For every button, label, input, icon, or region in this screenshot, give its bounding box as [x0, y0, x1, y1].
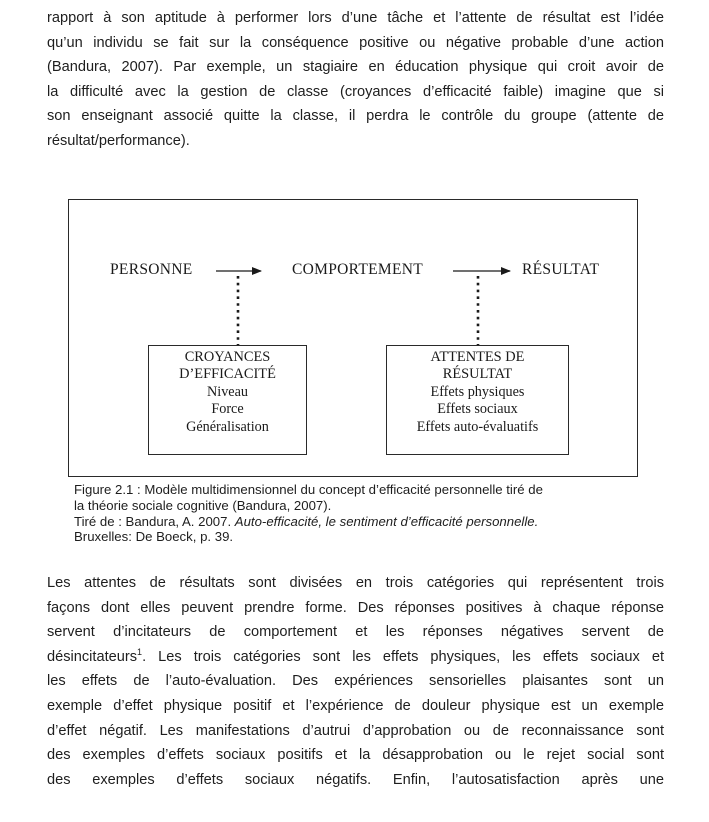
- text-line: [47, 645, 664, 670]
- text-line: la difficulté avec la gestion de classe (croyances d’efficacité faible) imagine que si: [47, 83, 664, 100]
- caption-source-line: [74, 514, 664, 530]
- caption-source-prefix: Tiré de : Bandura, A. 2007.: [74, 513, 235, 529]
- text-line: Les attentes de résultats sont divisées en trois catégories qui représentent trois: [47, 575, 664, 591]
- text-line: exemple d’effet physique positif et l’expérience de douleur physique est un exemple: [47, 697, 664, 714]
- text-line: son enseignant associé quitte la classe, il perdra le contrôle du groupe (attente de: [47, 108, 664, 125]
- text-fragment: . Les trois catégories sont les effets physiques, les effets sociaux et: [142, 648, 664, 665]
- box-croyances-efficacite: [148, 345, 307, 455]
- text-line: les effets de l’auto-évaluation. Des expériences sensorielles plaisantes sont un: [47, 673, 664, 690]
- text-line: servent d’incitateurs de comportement et les réponses négatives servent de: [47, 624, 664, 641]
- caption-line: la théorie sociale cognitive (Bandura, 2007).: [74, 497, 332, 513]
- text-line: des exemples d’effets sociaux positifs et la désapprobation ou le rejet social sont: [47, 747, 664, 764]
- figure-caption: [74, 482, 664, 545]
- text-line: des exemples d’effets sociaux négatifs. Enfin, l’autosatisfaction après une: [47, 771, 664, 788]
- box-title-line: RÉSULTAT: [442, 366, 513, 383]
- text-line: qu’un individu se fait sur la conséquence positive ou négative probable d’une action: [47, 34, 664, 51]
- caption-book-title: Auto-efficacité, le sentiment d’efficacité personnelle.: [234, 513, 539, 529]
- node-personne: PERSONNE: [110, 261, 193, 278]
- box-item: Effets physiques: [430, 383, 525, 400]
- box-item: Effets sociaux: [437, 401, 518, 418]
- caption-line: Bruxelles: De Boeck, p. 39.: [74, 529, 234, 545]
- paragraph-attentes: [47, 571, 664, 792]
- box-title-line: CROYANCES: [184, 349, 271, 365]
- box-title-line: D’EFFICACITÉ: [179, 366, 276, 383]
- text-line: façons dont elles peuvent prendre forme. Des réponses positives à chaque réponse: [47, 599, 664, 616]
- node-resultat: RÉSULTAT: [522, 261, 600, 278]
- box-attentes-resultat: [386, 345, 569, 455]
- text-line: résultat/performance).: [47, 132, 190, 149]
- caption-line: Figure 2.1 : Modèle multidimensionnel du concept d’efficacité personnelle tiré de: [74, 482, 543, 497]
- text-line: d’effet négatif. Les manifestations d’autrui d’approbation ou de reconnaissance sont: [47, 722, 664, 739]
- box-item: Effets auto-évaluatifs: [416, 418, 539, 435]
- footnote-marker[interactable]: 1: [137, 646, 143, 657]
- paragraph-intro: [47, 6, 664, 154]
- text-fragment: désincitateurs: [47, 648, 138, 665]
- box-item: Généralisation: [186, 418, 269, 435]
- node-comportement: COMPORTEMENT: [292, 261, 423, 278]
- figure-diagram: [68, 199, 638, 477]
- box-item: Niveau: [207, 383, 248, 400]
- box-title-line: ATTENTES DE: [430, 349, 525, 365]
- text-line: rapport à son aptitude à performer lors d’une tâche et l’attente de résultat est l’idée: [47, 10, 664, 26]
- box-item: Force: [211, 401, 244, 418]
- text-line: (Bandura, 2007). Par exemple, un stagiaire en éducation physique qui croit avoir de: [47, 59, 664, 76]
